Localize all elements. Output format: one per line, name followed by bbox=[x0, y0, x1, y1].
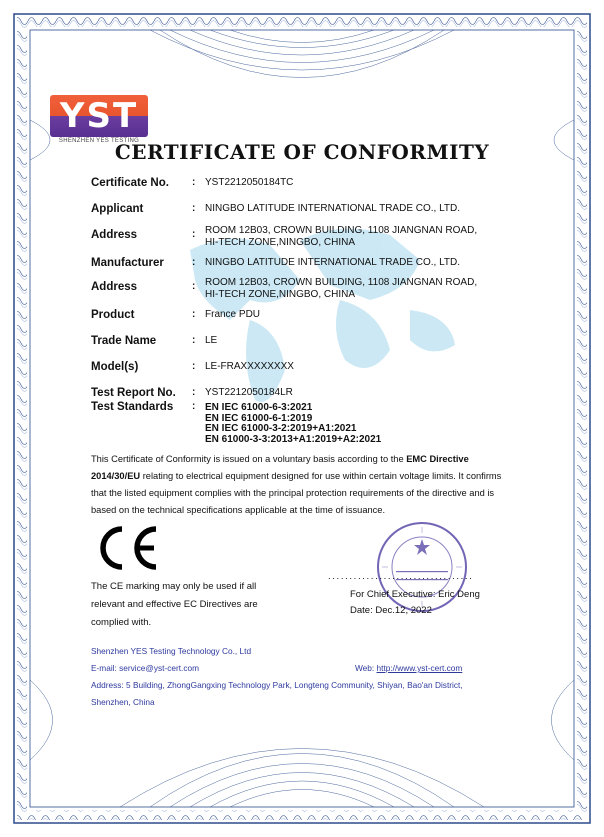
website-link[interactable]: http://www.yst-cert.com bbox=[376, 663, 463, 673]
signature-block bbox=[328, 570, 508, 618]
field-manufacturer: Manufacturer : NINGBO LATITUDE INTERNATIONAL TRADE CO., LTD. bbox=[91, 257, 461, 269]
field-product: Product : France PDU bbox=[91, 309, 261, 321]
signatory: For Chief Executive: Eric Deng bbox=[350, 589, 480, 600]
field-test-standards: Test Standards : EN IEC 61000-6-3:2021 EN IEC 61000-6-1:2019 EN IEC 61000-3-2:2019+A1:2021 EN 61000-3-3:2013+A1:2019+A2:2021 bbox=[91, 401, 382, 445]
ce-marking-note: The CE marking may only be used if all relevant and effective EC Directives are complied with. bbox=[91, 581, 258, 628]
directive-paragraph: This Certificate of Conformity is issued on a voluntary basis according to the EMC Directive 2014/30/EU relating to electrical equipment designed for use within certain voltage limits. It confirms that the listed equipment complies with the principal protection requirements of the directive and is based on the technical specifications applicable at the time of issuance. bbox=[91, 454, 502, 515]
email-link[interactable]: service@yst-cert.com bbox=[119, 663, 200, 673]
field-applicant: Applicant : NINGBO LATITUDE INTERNATIONAL TRADE CO., LTD. bbox=[91, 203, 461, 215]
ce-mark-icon bbox=[92, 523, 162, 573]
logo-brand: YST bbox=[50, 95, 148, 137]
logo-subtitle: SHENZHEN YES TESTING bbox=[58, 138, 140, 144]
field-applicant-address: Address : ROOM 12B03, CROWN BUILDING, 1108 JIANGNAN ROAD, HI-TECH ZONE,NINGBO, CHINA bbox=[91, 225, 478, 248]
signature-line: . . . . . . . . . . . . . . . . . . . . . . . . . . . . . . . . . . bbox=[328, 571, 472, 582]
footer-address-line1: Address: 5 Building, ZhongGangxing Technology Park, Longteng Community, Shiyan, Bao'an District, bbox=[91, 680, 463, 690]
footer-contact-row: E-mail: service@yst-cert.com Web: http://www.yst-cert.com bbox=[91, 663, 463, 673]
field-models: Model(s) : LE-FRAXXXXXXXX bbox=[91, 361, 294, 373]
field-trade-name: Trade Name : LE bbox=[91, 335, 218, 347]
field-manufacturer-address: Address : ROOM 12B03, CROWN BUILDING, 1108 JIANGNAN ROAD, HI-TECH ZONE,NINGBO, CHINA bbox=[91, 277, 478, 300]
footer-contact bbox=[91, 643, 511, 711]
field-test-report-no: Test Report No. : YST2212050184LR bbox=[91, 387, 293, 399]
certificate-title: CERTIFICATE OF CONFORMITY bbox=[114, 140, 490, 164]
footer-company: Shenzhen YES Testing Technology Co., Ltd bbox=[91, 646, 252, 656]
certificate-fields bbox=[91, 172, 531, 445]
field-certificate-no: Certificate No. : YST2212050184TC bbox=[91, 177, 294, 189]
issue-date: Date: Dec.12, 2022 bbox=[350, 605, 432, 616]
footer-address-line2: Shenzhen, China bbox=[91, 697, 155, 707]
